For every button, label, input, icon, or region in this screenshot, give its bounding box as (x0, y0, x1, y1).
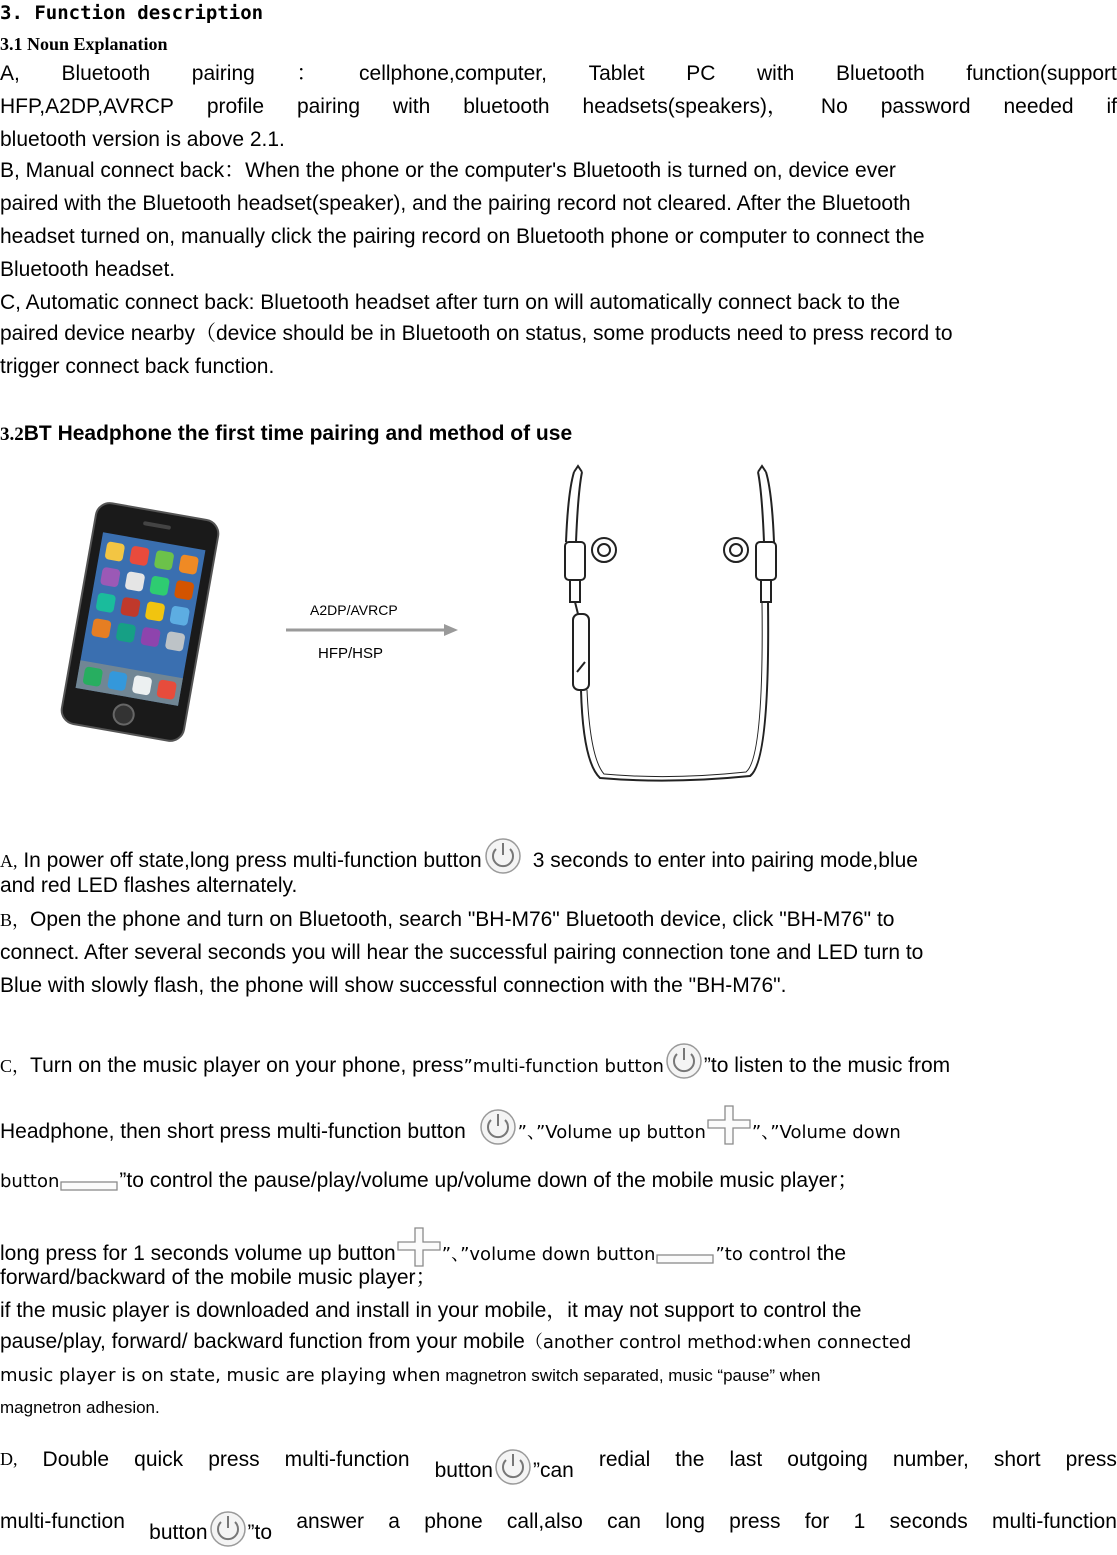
power-button-icon (208, 1508, 248, 1548)
step-c-text-alt: ”、”Volume down (752, 1122, 901, 1143)
step-d-prefix: D, (0, 1446, 18, 1484)
step-c-text-alt: button (0, 1171, 59, 1192)
para-c-line2: paired device nearby（device should be in Bluetooth on status, some products need to press record to (0, 320, 953, 347)
arrow-head (444, 624, 458, 636)
word: Bluetooth (836, 60, 925, 87)
word: for (805, 1508, 830, 1546)
step-c-text-small: magnetron switch separated, music “pause” when (441, 1366, 821, 1385)
word-group (149, 1508, 272, 1546)
word: a (388, 1508, 400, 1546)
word: with (393, 93, 430, 120)
word: button (435, 1457, 493, 1484)
word: answer (296, 1508, 364, 1546)
word-group (435, 1446, 574, 1484)
word: Tablet (589, 60, 645, 87)
headphone-illustration (565, 466, 776, 781)
word: phone (424, 1508, 482, 1546)
step-c-text-alt: （another control method:when connected (525, 1332, 911, 1353)
minus-button-icon (59, 1175, 119, 1195)
word: HFP,A2DP,AVRCP (0, 93, 174, 120)
step-b-text: Open the phone and turn on Bluetooth, search "BH-M76" Bluetooth device, click "BH-M76" to (30, 908, 894, 931)
word: press (208, 1446, 259, 1484)
word: ”can (533, 1457, 574, 1484)
para-b-line3: headset turned on, manually click the pairing record on Bluetooth phone or computer to connect the (0, 223, 925, 250)
word: 1 (854, 1508, 866, 1546)
word: headsets(speakers)， (583, 93, 788, 120)
word: with (757, 60, 794, 87)
word: redial (599, 1446, 650, 1484)
step-b-line1 (0, 906, 894, 934)
step-b-line3: Blue with slowly flash, the phone will show successful connection with the "BH-M76". (0, 972, 786, 999)
word: PC (686, 60, 715, 87)
section-heading: 3. Function description (0, 0, 263, 27)
para-b-line2: paired with the Bluetooth headset(speaker), and the pairing record not cleared. After the Bluetooth (0, 190, 911, 217)
step-c-text-alt: ”、”Volume up button (518, 1122, 706, 1143)
step-d-line1 (0, 1446, 1117, 1484)
para-b-line1: B, Manual connect back：When the phone or the computer's Bluetooth is turned on, device ever (0, 157, 896, 184)
plus-button-icon (396, 1226, 442, 1268)
arrow-label-bottom: HFP/HSP (318, 645, 383, 662)
step-c-line4 (0, 1226, 846, 1268)
pairing-figure (0, 462, 1117, 792)
para-c-line3: trigger connect back function. (0, 353, 274, 380)
word: number, (893, 1446, 969, 1484)
step-c-line6: if the music player is downloaded and install in your mobile，it may not support to control the (0, 1297, 861, 1324)
step-c-line9: magnetron adhesion. (0, 1394, 160, 1421)
step-c-text: ”to control the pause/play/volume up/volume down of the mobile music player； (119, 1169, 858, 1192)
para-b-line4: Bluetooth headset. (0, 256, 175, 283)
step-c-line5: forward/backward of the mobile music player； (0, 1264, 437, 1291)
word: function(support (966, 60, 1117, 87)
step-a-line2: and red LED flashes alternately. (0, 872, 297, 899)
step-c-text-alt: ”to control (715, 1244, 811, 1265)
word: seconds (890, 1508, 968, 1546)
subheading-noun-explanation: 3.1 Noun Explanation (0, 31, 168, 58)
word: multi-function (992, 1508, 1117, 1546)
word: the (675, 1446, 704, 1484)
word: profile (207, 93, 264, 120)
step-a-line1 (0, 835, 918, 875)
step-c-text-alt: music player is on state, music are playing when (0, 1365, 441, 1386)
para-a-line2 (0, 93, 1117, 120)
step-c-text: the (811, 1242, 846, 1265)
arrow-label-top: A2DP/AVRCP (310, 602, 398, 618)
word: ： (296, 60, 317, 87)
word: outgoing (787, 1446, 868, 1484)
step-c-text-alt: ”multi-function button (463, 1056, 663, 1077)
step-a-prefix: A, (0, 851, 18, 871)
step-c-line2 (0, 1104, 901, 1146)
step-c-prefix: C， (0, 1056, 30, 1076)
step-c-line8 (0, 1361, 820, 1389)
word: quick (134, 1446, 183, 1484)
step-d-line2 (0, 1508, 1117, 1546)
word: press (729, 1508, 780, 1546)
word: press (1066, 1446, 1117, 1484)
smartphone-illustration (59, 501, 220, 743)
word: password (881, 93, 971, 120)
word: needed (1004, 93, 1074, 120)
step-c-line7 (0, 1328, 911, 1356)
subheading-title: BT Headphone the first time pairing and method of use (24, 422, 572, 445)
power-button-icon (478, 1106, 518, 1146)
word: A, (0, 60, 20, 87)
subheading-number: 3.2 (0, 424, 24, 445)
word: multi-function (285, 1446, 410, 1484)
step-c-text-cont: ”to listen to the music from (704, 1054, 950, 1077)
word: ”to (248, 1519, 273, 1546)
power-button-icon (483, 835, 523, 875)
word: cellphone,computer, (359, 60, 547, 87)
word: call,also (507, 1508, 583, 1546)
step-c-text: pause/play, forward/ backward function from your mobile (0, 1330, 525, 1353)
word: bluetooth (463, 93, 549, 120)
para-c-line1: C, Automatic connect back: Bluetooth headset after turn on will automatically connect back to the (0, 289, 900, 316)
step-c-line1 (0, 1040, 950, 1080)
word: long (665, 1508, 705, 1546)
word: No (821, 93, 848, 120)
word: multi-function (0, 1508, 125, 1546)
word: Double (43, 1446, 110, 1484)
step-c-line3 (0, 1167, 858, 1195)
minus-button-icon (655, 1248, 715, 1268)
word: pairing (297, 93, 360, 120)
word: last (730, 1446, 763, 1484)
step-b-prefix: B， (0, 910, 30, 930)
word: can (607, 1508, 641, 1546)
step-c-text: Headphone, then short press multi-function button (0, 1120, 472, 1143)
plus-button-icon (706, 1104, 752, 1146)
step-a-text: In power off state,long press multi-function button (18, 849, 482, 872)
word: if (1107, 93, 1117, 120)
step-c-text: Turn on the music player on your phone, press (30, 1054, 463, 1077)
power-button-icon (664, 1040, 704, 1080)
word: short (994, 1446, 1041, 1484)
para-a-line3: bluetooth version is above 2.1. (0, 126, 285, 153)
power-button-icon (493, 1446, 533, 1486)
word: button (149, 1519, 207, 1546)
para-a-line1 (0, 60, 1117, 87)
word: Bluetooth (61, 60, 150, 87)
step-a-text-cont: 3 seconds to enter into pairing mode,blue (533, 849, 918, 872)
word: pairing (192, 60, 255, 87)
step-c-text-alt: ”、”volume down button (442, 1244, 656, 1265)
step-c-text: long press for 1 seconds volume up button (0, 1242, 396, 1265)
step-b-line2: connect. After several seconds you will hear the successful pairing connection tone and LED turn to (0, 939, 923, 966)
subheading-first-pairing (0, 420, 572, 448)
